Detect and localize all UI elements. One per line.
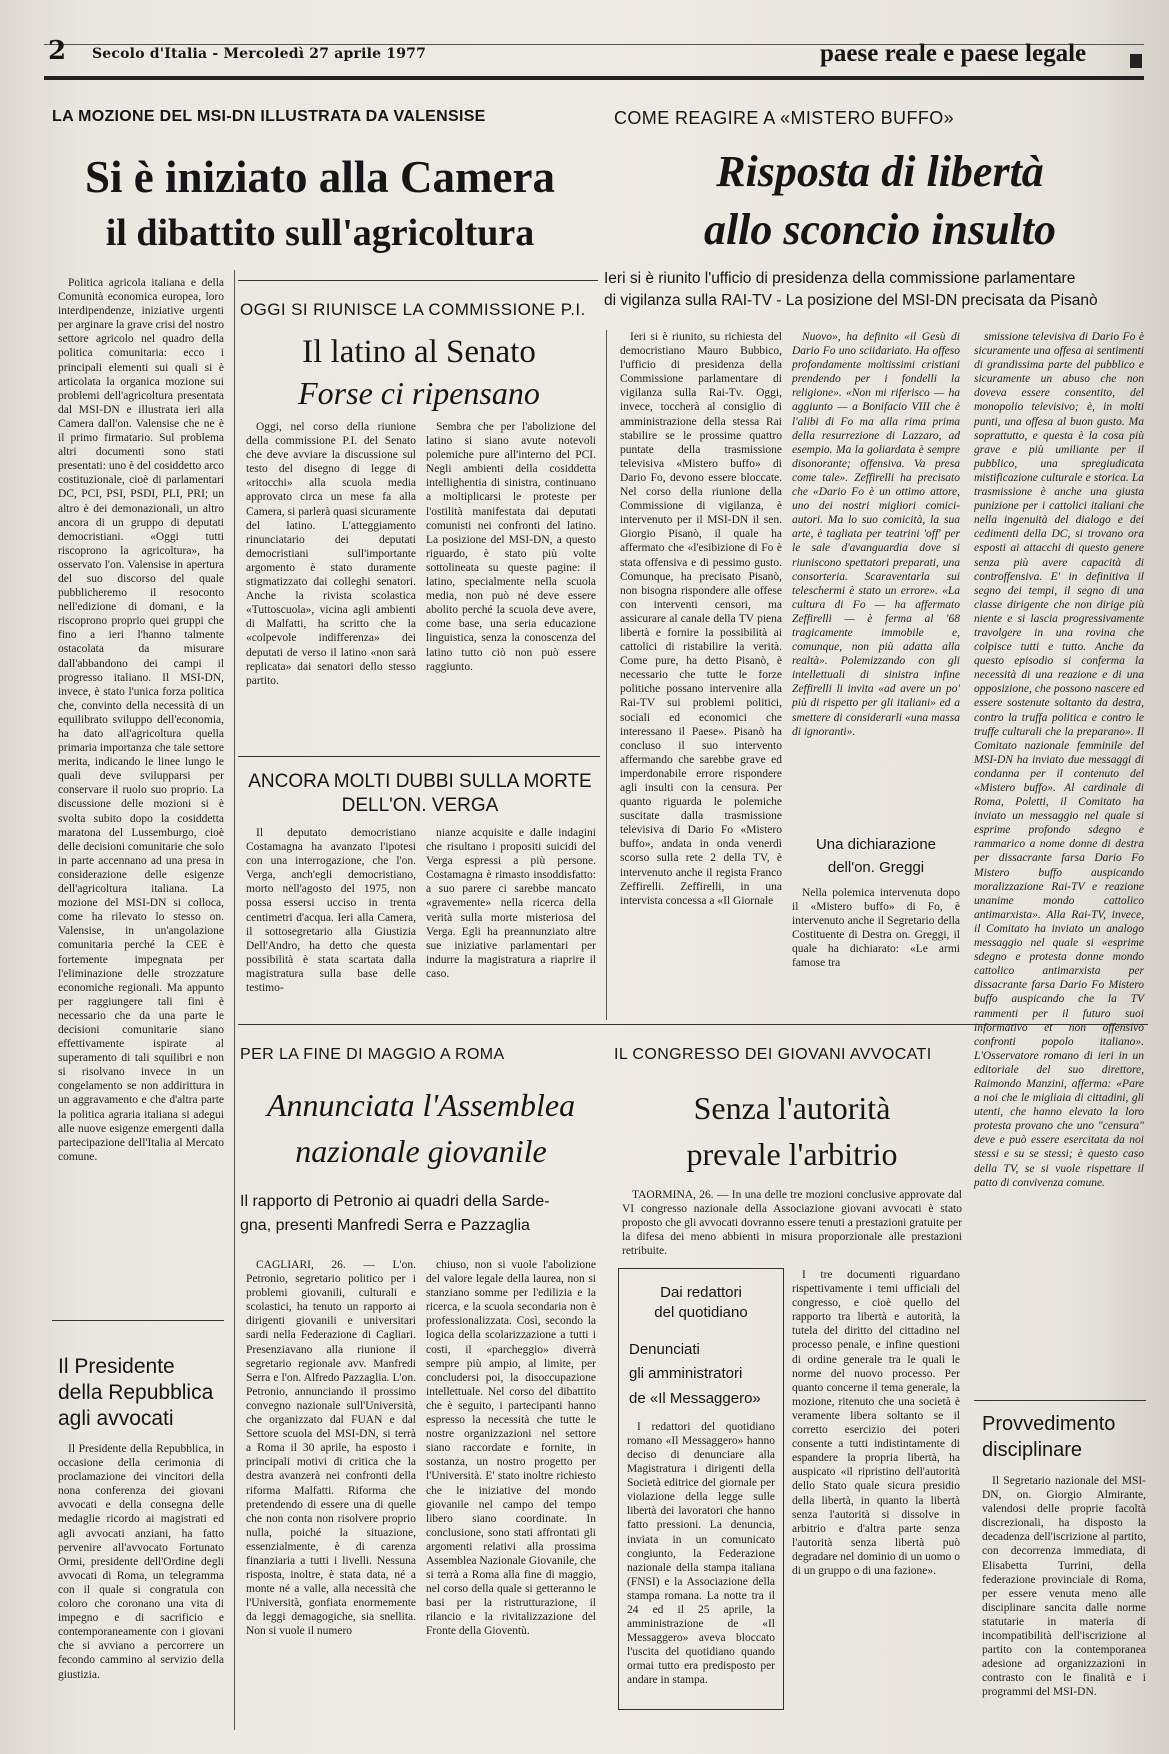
art6-col2: I tre documenti riguardano rispettivamente i temi ufficiali del congresso, e cioè quello del rapporto tra libertà e autorità, la tutela del diritto del cittadino nel processo penale, e infine questioni di ordine generale tra le quali le norme del nuovo processo. Per quanto concerne il tema generale, la mozione, ritenuto che una società è veramente libera soltanto se il corretto esercizio dei poteri consente a tutti indistintamente di espandere la propria libertà, ha auspicato «il ripristino dell'autorità dello Stato quale sicura presidio della libertà, in quanto la libertà senza l'autorità si dissolve in arbitrio e d'altra parte senza l'autorità senza libertà può degradare nel dominio di un uomo o di un gruppo o di una fazione». xyxy=(792,1269,960,1577)
art2-kicker: OGGI SI RIUNISCE LA COMMISSIONE P.I. xyxy=(240,300,586,319)
column-separator-2 xyxy=(606,330,607,1020)
art1-headline-line2: il dibattito sull'agricoltura xyxy=(105,212,535,254)
art2-body-col1: Oggi, nel corso della riunione della commissione P.I. del Senato che deve avviare la discussione sul testo del disegno di legge di «ritocchi» alla scuola media approvato circa un mese fa alla Camera, si parlerà quasi sicuramente del latino. L'atteggiamento rinunciatario dei deputati democristiani sull'importante argomento è stato duramente stigmatizzato dai colleghi senatori. Anche la rivista scolastica «Tuttoscuola», vicina agli ambienti di Malfatti, ha scritto che la «colpevole indifferenza» dei deputati de verso il latino «non sarà replicata» dai senatori dello stesso partito. xyxy=(246,421,416,687)
art7-title-line3: agli avvocati xyxy=(58,1407,174,1430)
art1-body: Politica agricola italiana e della Comunità economica europea, loro interdipendenze, iniziative urgenti per arginare la grave crisi del nostro settore agricolo nel quadro della politica comunitaria: ecco i principali elementi sui quali si è articolata la organica mozione sui problemi dell'agricoltura presentata dal MSI-DN e illustrata ieri alla Camera dall'on. Valensise che ne è il primo firmatario. Sul problema altri documenti sono stati presentati: uno è del cosiddetto arco costituzionale, cioè di parlamentari DC, PCI, PSI, PSDI, PLI, PRI; un altro è dei demonazionali, un altro ancora di un gruppo di deputati democristiani. «Oggi tutti riscoprono la agricoltura», ha osservato l'on. Valensise in apertura del suo discorso del quale pubblicheremo il resoconto nell'edizione di domani, e la riscoprono proprio quei gruppi che fino a ieri l'hanno talmente ostacolata da misurare dall'abbandono dei campi il progresso italiano. Il MSI-DN, invece, è stato l'unica forza politica che, convinto della necessità di un equilibrato sviluppo dell'economia, ha dato all'agricoltura quella primaria importanza che tale settore merita, indicando le linee lungo le quali deve svilupparsi per conservare il ruolo suo proprio. La discussione delle mozioni si è svolta subito dopo la cosiddetta maratona del Lussemburgo, cioè delle decisioni comunitarie che solo in parte accennano ad una presa in considerazione delle esigenze dell'agricoltura italiana. La mozione del MSI-DN si colloca, come ha rilevato lo stesso on. Valensise, in un'angolazione comunitaria perché la CEE è fortemente impegnata per l'eliminazione delle strozzature economiche regionali. Ma appunto per raggiungere tali fini è necessario che da una parte le decisioni comunitarie siano effettivamente ispirate al superamento di tali squilibri e non si risolvano invece in un congelamento se non addirittura in un aggravamento e che d'altra parte la politica agraria italiana si adegui alle nuove esigenze emergenti dalla partecipazione dell'Italia al Mercato comune. xyxy=(58,277,224,1163)
art4-body-col1: Il deputato democristiano Costamagna ha avanzato l'ipotesi con una interrogazione, che l'on. Verga, anch'egli democristiano, morto nell'agosto del 1975, non possa essersi ucciso in trenta centimetri d'acqua. Ieri alla Camera, il sottosegretario alla Giustizia Dell'Andro, ha detto che questa possibilità è stata scartata dalla magistratura sulla base delle testimo- xyxy=(246,827,416,995)
art1-kicker: LA MOZIONE DEL MSI-DN ILLUSTRATA DA VALENSISE xyxy=(52,108,486,125)
art3-subheading xyxy=(792,834,960,879)
art6-lead: TAORMINA, 26. — In una delle tre mozioni conclusive approvate dal VI congresso nazionale della Associazione giovani avvocati è stato proposto che gli avvocati dovranno essere tenuti a prestazioni gratuite per la difesa dei meno abbienti in misura proporzionale alle prestazioni retribuite. xyxy=(622,1189,962,1258)
art7-title-line1: Il Presidente xyxy=(58,1355,175,1378)
art2-body-col2: Sembra che per l'abolizione del latino si siano avute notevoli polemiche pure all'interno del PCI. Negli ambienti della cosiddetta intellighentia di sinistra, continuano a moltiplicarsi le proteste per l'ostilità manifestata dai deputati comunisti nei confronti del latino. La posizione del MSI-DN, a questo riguardo, è stato più volte sottolineata su queste pagine: il latino, specialmente nella scuola media, non può né deve essere abolito perché la scuola deve avere, come base, una seria educazione linguistica, senza la conoscenza del latino tutto ciò non può essere raggiunto. xyxy=(426,421,596,673)
box-subtitle-line2: gli amministratori xyxy=(629,1365,743,1383)
art8-top-rule xyxy=(974,1400,1146,1401)
art6-headline-line2: prevale l'arbitrio xyxy=(686,1136,898,1172)
art3-deck-line2: di vigilanza sulla RAI-TV - La posizione del MSI-DN precisata da Pisanò xyxy=(604,292,1098,309)
art5-kicker: PER LA FINE DI MAGGIO A ROMA xyxy=(240,1046,505,1063)
box-body: I redattori del quotidiano romano «Il Messaggero» hanno deciso di denunciare alla Magistratura i dirigenti della Società editrice del giornale per violazione della legge sulle libertà dei lavoratori che hanno fatto pressioni. La denuncia, inviata in un comunicato congiunto, la Federazione nazionale della stampa italiana (FNSI) e la Associazione della stampa romana. La notte tra il 24 ed il 25 aprile, la amministrazione de «Il Messaggero» aveva bloccato l'uscita del quotidiano quando ormai tutto era predisposto per andare in stampa. xyxy=(627,1420,775,1687)
box-title-line2: del quotidiano xyxy=(654,1304,748,1322)
art3-col2b: Nella polemica intervenuta dopo il «Mistero buffo» di Fo, è intervenuto anche il Segretario della Costituente di Destra on. Greggi, il quale ha dichiarato: «Le armi famose tra xyxy=(792,887,960,970)
art7-top-rule xyxy=(52,1320,224,1321)
box-subtitle-line1: Denunciati xyxy=(629,1340,700,1358)
art5-deck-line2: gna, presenti Manfredi Serra e Pazzaglia xyxy=(240,1217,530,1234)
art6-kicker: IL CONGRESSO DEI GIOVANI AVVOCATI xyxy=(614,1046,932,1063)
art8-title-line2: disciplinare xyxy=(982,1439,1083,1461)
section-title: paese reale e paese legale xyxy=(820,40,1087,67)
art3-deck-line1: Ieri si è riunito l'ufficio di presidenza della commissione parlamentare xyxy=(604,270,1076,287)
art3-kicker: COME REAGIRE A «MISTERO BUFFO» xyxy=(614,108,955,128)
column-separator-1 xyxy=(234,270,235,1730)
art7-body: Il Presidente della Repubblica, in occasione della cerimonia di proclamazione dei vincitori della nona conferenza dei giovani avvocati e della consegna delle medaglie ricordo ai magistrati ed agli avvocati anziani, ha fatto pervenire all'avvocato Fortunato Ormi, presidente dell'Ordine degli avvocati di Roma, un telegramma con il quale si congratula con coloro che coronano una vita di impegno e di sacrificio e contemporaneamente con i giovani che si avviano a percorrere un fecondo cammino al servizio della giustizia. xyxy=(58,1443,224,1681)
art8-title-line1: Provvedimento xyxy=(982,1413,1116,1435)
box-title-line1: Dai redattori xyxy=(660,1284,742,1301)
date-line: Secolo d'Italia - Mercoledì 27 aprile 1977 xyxy=(92,46,427,62)
art3-col2: Nuovo», ha definito «il Gesù di Dario Fo uno sciidariato. Ha offeso profondamente moltissimi cristiani prendendo per i fondelli la religione». «Non mi riferisco — ha aggiunto — a Bonifacio VIII che è l'alibi di Fo ma alla rima prima della resurrezione di Lazzaro, ad esempio. Ma la goliardata è sempre disonorante; offensiva. Va presa come tale». Zeffirelli ha precisato che «Dario Fo è un ottimo attore, uno dei nostri migliori comici-autori. Ma lo suo comicità, la sua arte, è tagliata per teatrini 'off' per le sale d'avanguardia dove si riuniscono spettatori preparati, una consorteria. Scaraventarla sui teleschermi è stato un errore». «La cultura di Fo — ha affermato Zeffirelli — è ferma al '68 tragicamente immobile e, comunque, non più adatta alla realtà». Polemizzando con gli intellettuali di sinistra infine Zeffirelli li invita «ad avere un po' più di rispetto per gli italiani» ed a smettere di considerarli «una massa di ignoranti». xyxy=(792,331,960,738)
art6-inset-box xyxy=(618,1268,784,1710)
art2-headline-line1: Il latino al Senato xyxy=(302,334,536,370)
art2-top-rule xyxy=(238,280,598,281)
art5-deck-line1: Il rapporto di Petronio ai quadri della Sarde- xyxy=(240,1193,550,1210)
art8-body: Il Segretario nazionale del MSI-DN, on. Giorgio Almirante, valendosi delle proprie facoltà discrezionali, ha disposto la decadenza dell'iscrizione al partito, con decorrenza immediata, di Elisabetta Turrini, della federazione provinciale di Roma, per essere venuta meno alle disciplinare sancita dalle norme statutarie in materia di incompatibilità dell'iscrizione al partito con la contemporanea adesione ad organizzazioni in contrasto con le finalità e i programmi del MSI-DN. xyxy=(982,1475,1146,1699)
art4-body-col2: nianze acquisite e dalle indagini che risultano i propositi suicidi del Verga espressi a più persone. Costamagna è rimasto insoddisfatto: a suo parere ci sarebbe mancato «gravemente» nella ricerca della verità sulla morte misteriosa del Verga. Egli ha preannunziato altre sue iniziative parlamentari per indurre la magistratura a riaprire il caso. xyxy=(426,827,596,980)
page-number: 2 xyxy=(48,36,67,66)
art5-col2: chiuso, non si vuole l'abolizione del valore legale della laurea, non si stanziano somme per l'edilizia e la ricerca, e la scuola secondaria non è professionalizzata. Così, secondo la logica della scolarizzazione a tutti i costi, il «parcheggio» diverrà sempre più ampio, al limite, per concludersi poi, la disoccupazione intellettuale. Nel corso del dibattito che è seguito, i partecipanti hanno espresso la necessità che tutte le nostre organizzazioni nel settore siano raccordate e fornite, in sostanza, un nostro progetto per l'Università. E' stato inoltre richiesto che le iniziative del mondo giovanile nel campo del tempo libero siano coordinate. In conclusione, sono stati affrontati gli argomenti relativi alla prossima Assemblea Nazionale Giovanile, che si terrà a Roma alla fine di maggio, nel corso della quale si getteranno le basi per la ristrutturazione, il rilancio e la rivitalizzazione del Fronte della Gioventù. xyxy=(426,1259,596,1638)
art4-kicker: ANCORA MOLTI DUBBI SULLA MORTE DELL'ON. VERGA xyxy=(248,771,592,816)
art3-col1: Ieri si è riunito, su richiesta del democristiano Mauro Bubbico, l'ufficio di presidenza della Commissione parlamentare di vigilanza sulla Rai-Tv. Oggi, invece, toccherà al consiglio di amministrazione della stessa Rai stabilire se le prossime quattro puntate della trasmissione televisiva «Mistero buffo» di Dario Fo, devono essere bloccate. Nel corso della riunione della Commissione di vigilanza, è intervenuto per il MSI-DN il sen. Giorgio Pisanò, il quale ha affermato che «l'esibizione di Fo è stata offensiva e di pessimo gusto. Comunque, ha precisato Pisanò, non bisogna rispondere alle offese con interventi censori, ma assicurare al canale della TV piena libertà e fornire la possibilità ai cattolici di ristabilire la verità. Come pure, ha detto Pisanò, è necessario che tutte le forze politiche possano intervenire alla Rai-TV sui problemi politici, sociali ed economici che interessano il Paese». Pisanò ha concluso il suo intervento affermando che sarebbe grave ed imperdonabile errore rispondere agli insulti con la censura. Per quanto riguarda le polemiche suscitate dalla trasmissione televisiva di Dario Fo «Mistero buffo», andata in onda venerdì scorso sulla rete 2 della TV, è intervenuto anche il regista Franco Zeffirelli. Zeffirelli, in una intervista concessa a «Il Giornale xyxy=(620,331,782,907)
art4-top-rule xyxy=(238,756,600,757)
box-subtitle xyxy=(629,1338,773,1412)
header-rule xyxy=(44,76,1144,80)
art3-col3: smissione televisiva di Dario Fo è sicuramente una offesa ai sentimenti di grandissima parte del pubblico e sicuramente un abuso che non doveva essere consentito, del monopolio televisivo; è, in molti punti, una offesa al buon gusto. Ma soprattutto, e questa è la cosa più grave e più umiliante per il pubblico, una spregiudicata mistificazione culturale e storica. La trasmissione è anche una giusta punizione per i cattolici italiani che nella ingenuità del dialogo e dei cedimenti della DC, si trovano ora esposti ai attacchi di questo genere senza più avere capacità di controffensiva. E' in definitiva il segno dei tempi, il segno di una classe dirigente che non dirige più niente e si lascia progressivamente travolgere in una rovina che colpisce tutti e tutto. Anche da questo episodio si conferma la necessità di una reazione e di una opposizione, che possono nascere ed essere sostenute soltanto da destra, contro la truffa politica e contro le truffe culturali che la preparano». Il Comitato nazionale femminile del MSI-DN ha inviato due messaggi di condanna per il contenuto del «Mistero buffo». Al cardinale di Roma, Poletti, il Comitato ha inviato un messaggio nel quale si esprime profondo sdegno e rammarico a nome donne di destra per dissacrante farsa Dario Fo Mistero buffo auspicando moralizzazione Rai-TV e reazione unanime mondo cattolico antimarxista». Alla Rai-TV, invece, il Comitato ha inviato un analogo messaggio nel quale si «esprime sdegno e protesta donne mondo cattolico antimarxista per dissacrante farsa Dario Fo Mistero buffo auspicando che la TV rammenti per il futuro suoi informativo et non offensivo confronti popolo italiano». L'Osservatore romano di ieri in un editoriale del suo direttore, Raimondo Manzini, afferma: «Pare a noi che le migliaia di cittadini, gli utenti, che hanno elevato la loro protesta provano che uno "censura" deve e può essere esercitata da noi stessi e su se stessi; è questo caso della TV, se si vuole rispettare il patto di convivenza comune. xyxy=(974,331,1144,1189)
art5-headline-line1: Annunciata l'Assemblea xyxy=(266,1087,576,1123)
art7-title-line2: della Repubblica xyxy=(58,1381,214,1404)
art6-headline-line1: Senza l'autorità xyxy=(693,1090,891,1126)
art3-headline-line1: Risposta di libertà xyxy=(716,147,1044,196)
art3-subheading-line1: Una dichiarazione xyxy=(815,836,937,853)
art3-subheading-line2: dell'on. Greggi xyxy=(827,858,925,876)
art3-headline-line2: allo sconcio insulto xyxy=(703,205,1057,254)
art5-col1: CAGLIARI, 26. — L'on. Petronio, segretario politico per i problemi giovanili, culturali e scolastici, ha tenuto un rapporto ai dirigenti giovanili e universitari sardi nella Federazione di Cagliari. Presenziavano alla riunione il segretario regionale avv. Manfredi Serra e l'on. Alfredo Pazzaglia. L'on. Petronio, annunciando il prossimo convegno nazionale sull'Università, che organizzato dal FUAN e dal Settore scuola del MSI-DN, si terrà a Roma il 30 aprile, ha esposto i principali motivi di critica che la destra avanzerà nei confronti della riforma Malfatti. Riforma che pretendendo di essere una di quelle che non conta non risolvere proprio nulla, poiché la situazione, essenzialmente, è di carenza finanziaria a tutti i livelli. Nessuna risposta, inoltre, è stata data, né a monte né a valle, alla necessità che l'Università, gonfiata enormemente da leggi demagogiche, sia snellita. Non si vuole il numero xyxy=(246,1259,416,1638)
art5-headline-line2: nazionale giovanile xyxy=(295,1133,547,1169)
art1-headline-line1: Si è iniziato alla Camera xyxy=(85,152,555,202)
art2-headline-line2: Forse ci ripensano xyxy=(298,375,540,411)
box-subtitle-line3: de «Il Messaggero» xyxy=(629,1390,761,1407)
section-marker xyxy=(1130,54,1142,68)
